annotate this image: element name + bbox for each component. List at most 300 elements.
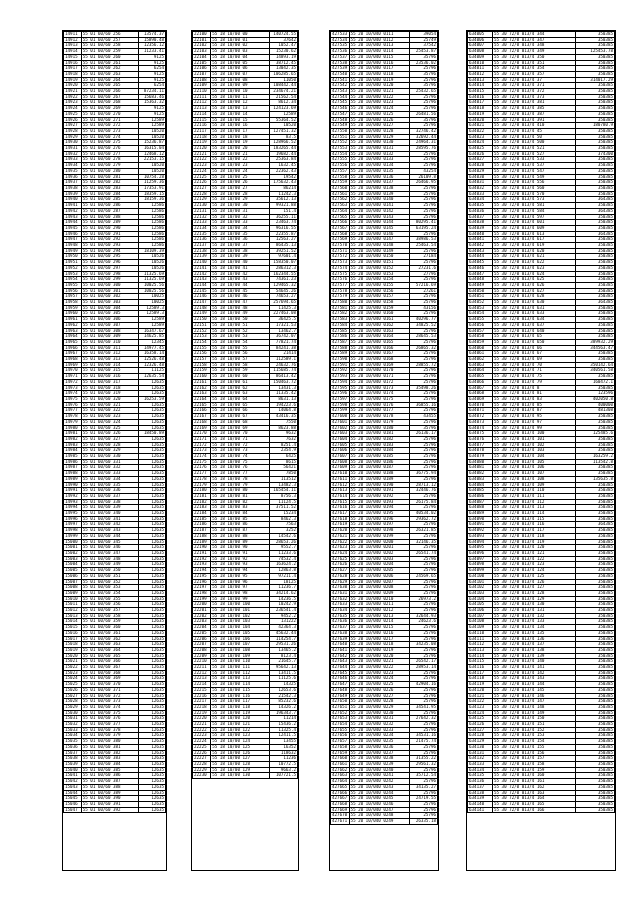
row-id-cell: 15014 [64, 619, 82, 625]
amount-cell: 12635 [138, 402, 165, 408]
row-id-cell: 15020 [64, 653, 82, 659]
row-id-cell: 634030 [468, 174, 493, 180]
row-id-cell: 634041 [468, 237, 493, 243]
code-cell: 55 01 60/60 285 [81, 197, 138, 203]
amount-cell: 12589 [138, 123, 165, 129]
amount-cell: 6254 [138, 83, 165, 89]
code-cell: 55 30 72/0 013/4 166 [492, 807, 575, 813]
code-cell: 55 01 60/60 294 [81, 248, 138, 254]
code-cell: 55 20 10/040 0148 [349, 243, 409, 249]
amount-cell: 25796 [409, 163, 437, 169]
row-id-cell: 634069 [468, 397, 493, 403]
code-cell: 55 30 72/0 013/4 385 [492, 106, 575, 112]
code-cell: 55 30 72/0 013/4 8 [492, 385, 575, 391]
amount-cell: 12635 [138, 414, 165, 420]
code-cell: 55 01 60/60 334 [81, 476, 138, 482]
amount-cell: 25796 [409, 676, 437, 682]
row-id-cell: 427657 [332, 738, 348, 744]
code-cell: 55 30 72/0 013/4 626 [492, 282, 575, 288]
amount-cell: 14893.19 [270, 54, 298, 60]
code-cell: 55 18 10/00 36 [211, 237, 270, 243]
amount-cell: 350385 [576, 585, 615, 591]
row-id-cell: 427629 [332, 579, 348, 584]
row-id-cell: 634096 [468, 550, 493, 556]
row-id-cell: 22149 [193, 311, 211, 317]
code-cell: 55 20 10/040 0195 [349, 511, 409, 517]
row-id-cell: 22103 [193, 49, 211, 55]
amount-cell: 26542.17 [409, 659, 437, 665]
code-cell: 55 18 10/00 83 [211, 505, 270, 511]
row-id-cell: 427589 [332, 350, 348, 356]
amount-cell: 19542 [270, 174, 298, 180]
row-id-cell: 22168 [193, 419, 211, 425]
row-id-cell: 634009 [468, 54, 493, 60]
row-id-cell: 22210 [193, 659, 211, 665]
code-cell: 55 20 10/040 0135 [349, 168, 409, 174]
row-id-cell: 14944 [64, 220, 82, 226]
amount-cell: 350385 [576, 254, 615, 260]
row-id-cell: 15028 [64, 699, 82, 705]
row-id-cell: 634126 [468, 722, 493, 728]
amount-cell: 118632 [270, 750, 298, 756]
row-id-cell: 22158 [193, 362, 211, 368]
code-cell: 55 30 72/0 013/4 157 [492, 756, 575, 762]
amount-cell: 24569.65 [409, 573, 437, 579]
code-cell: 55 18 10/00 30 [211, 203, 270, 209]
amount-cell: 350385 [576, 282, 615, 288]
code-cell: 55 30 72/0 013/4 371 [492, 83, 575, 89]
amount-cell: 16315.04 [138, 146, 165, 152]
code-cell: 55 20 10/040 0204 [349, 562, 409, 568]
row-id-cell: 15007 [64, 579, 82, 585]
table-row [331, 499, 438, 505]
amount-cell: 350385 [576, 556, 615, 562]
code-cell: 55 30 72/0 013/4 103 [492, 448, 575, 454]
code-cell: 55 18 10/00 26 [211, 180, 270, 186]
amount-cell: 350385 [576, 174, 615, 180]
amount-cell: 36742.07 [270, 334, 298, 340]
row-id-cell: 14964 [64, 334, 82, 340]
row-id-cell: 634084 [468, 482, 493, 488]
code-cell: 55 20 10/040 0183 [349, 442, 409, 448]
amount-cell: 25796 [409, 448, 437, 454]
row-id-cell: 634099 [468, 568, 493, 574]
code-cell: 55 01 60/60 309 [81, 334, 138, 340]
code-cell: 55 01 60/60 332 [81, 465, 138, 471]
code-cell: 55 01 60/60 321 [81, 402, 138, 408]
code-cell: 55 01 60/60 355 [81, 596, 138, 602]
row-id-cell: 427583 [332, 316, 348, 322]
row-id-cell: 22110 [193, 89, 211, 95]
code-cell: 55 18 10/00 96 [211, 579, 270, 585]
row-id-cell: 22135 [193, 231, 211, 237]
code-cell: 55 01 60/60 284 [81, 191, 138, 197]
data-table [467, 31, 615, 813]
row-id-cell: 14955 [64, 282, 82, 288]
row-id-cell: 14994 [64, 505, 82, 511]
row-id-cell: 427533 [332, 31, 348, 36]
row-id-cell: 22162 [193, 385, 211, 391]
code-cell: 55 01 60/60 300 [81, 282, 138, 288]
table-row [331, 704, 438, 710]
table-row [331, 431, 438, 437]
table-row [331, 756, 438, 762]
row-id-cell: 22214 [193, 682, 211, 688]
code-cell: 55 01 60/60 302 [81, 294, 138, 300]
row-id-cell: 427540 [332, 71, 348, 76]
amount-cell: 34135.27 [409, 784, 437, 790]
row-id-cell: 634033 [468, 191, 493, 197]
code-cell: 55 30 72/0 013/4 628 [492, 294, 575, 300]
code-cell: 55 30 72/0 013/4 67 [492, 351, 575, 357]
amount-cell: 114254.7 [270, 636, 298, 642]
code-cell: 55 18 10/00 91 [211, 550, 270, 556]
row-id-cell: 22179 [193, 482, 211, 488]
amount-cell: 15363.32 [138, 100, 165, 106]
row-id-cell: 22204 [193, 625, 211, 631]
row-id-cell: 427635 [332, 613, 348, 618]
row-id-cell: 427575 [332, 271, 348, 276]
code-cell: 55 18 10/00 25 [211, 174, 270, 180]
code-cell: 55 30 72/0 013/4 133 [492, 619, 575, 625]
amount-cell: 35796 [409, 71, 437, 77]
amount-cell: 113542.8 [576, 459, 615, 465]
amount-cell: 26321.85 [409, 528, 437, 534]
amount-cell: 12589 [270, 111, 298, 117]
row-id-cell: 22108 [193, 77, 211, 83]
amount-cell: 23536.02 [409, 60, 437, 66]
amount-cell: 25796 [409, 157, 437, 163]
row-id-cell: 22131 [193, 208, 211, 214]
amount-cell: 12635 [138, 596, 165, 602]
code-cell: 55 30 72/0 013/4 132 [492, 613, 575, 619]
code-cell: 55 30 72/0 013/4 107 [492, 471, 575, 477]
row-id-cell: 14987 [64, 465, 82, 471]
code-cell: 55 01 60/60 287 [81, 208, 138, 214]
row-id-cell: 634040 [468, 231, 493, 237]
amount-cell: 163259.2 [576, 454, 615, 460]
row-id-cell: 15037 [64, 750, 82, 756]
amount-cell: 12635 [138, 516, 165, 522]
code-cell: 55 20 10/040 0124 [349, 106, 409, 112]
amount-cell: 45632.44 [270, 630, 298, 636]
amount-cell: 11242.3 [270, 191, 298, 197]
amount-cell: 194223.6 [270, 402, 298, 408]
row-id-cell: 634077 [468, 442, 493, 448]
code-cell: 55 20 10/040 0222 [349, 665, 409, 671]
amount-cell: 12635 [138, 767, 165, 773]
code-cell: 55 18 10/00 68 [211, 419, 270, 425]
row-id-cell: 634039 [468, 225, 493, 231]
code-cell: 55 20 10/040 0216 [349, 630, 409, 636]
amount-cell: 350385 [576, 528, 615, 534]
row-id-cell: 22225 [193, 744, 211, 750]
code-cell: 55 01 60/60 339 [81, 505, 138, 511]
row-id-cell: 427669 [332, 807, 348, 812]
amount-cell: 183265.44 [270, 146, 298, 152]
row-id-cell: 427638 [332, 630, 348, 635]
table-row [331, 511, 438, 517]
row-id-cell: 634128 [468, 733, 493, 739]
amount-cell: 350385 [576, 767, 615, 773]
code-cell: 55 20 10/040 0113 [349, 43, 409, 49]
code-cell: 55 18 10/00 71 [211, 436, 270, 442]
row-id-cell: 427661 [332, 761, 348, 766]
code-cell: 55 30 72/0 013/4 349 [492, 49, 575, 55]
code-cell: 55 18 10/00 12 [211, 100, 270, 106]
amount-cell: 350385 [576, 66, 615, 72]
row-id-cell: 14977 [64, 408, 82, 414]
row-id-cell: 14979 [64, 419, 82, 425]
code-cell: 55 18 10/00 89 [211, 539, 270, 545]
amount-cell: 12635 [138, 653, 165, 659]
row-id-cell: 427641 [332, 647, 348, 652]
code-cell: 55 18 10/00 85 [211, 516, 270, 522]
amount-cell: 25796 [409, 790, 437, 796]
amount-cell: 350385 [576, 784, 615, 790]
code-cell: 55 01 60/60 387 [81, 779, 138, 785]
code-cell: 55 01 60/60 306 [81, 317, 138, 323]
code-cell: 55 01 60/60 325 [81, 425, 138, 431]
table-row [331, 796, 438, 802]
amount-cell: 74653.27 [270, 294, 298, 300]
row-id-cell: 14956 [64, 288, 82, 294]
code-cell: 55 01 60/60 327 [81, 436, 138, 442]
code-cell: 55 20 10/040 0192 [349, 493, 409, 499]
row-id-cell: 22142 [193, 271, 211, 277]
row-id-cell: 22191 [193, 550, 211, 556]
row-id-cell: 14913 [64, 43, 82, 49]
code-cell: 55 20 10/040 0198 [349, 528, 409, 534]
row-id-cell: 14984 [64, 448, 82, 454]
row-id-cell: 634113 [468, 647, 493, 653]
amount-cell: 34825.52 [409, 322, 437, 328]
amount-cell: 25453.87 [409, 49, 437, 55]
row-id-cell: 22164 [193, 397, 211, 403]
row-id-cell: 15008 [64, 585, 82, 591]
row-id-cell: 22171 [193, 436, 211, 442]
amount-cell: 12635 [138, 733, 165, 739]
row-id-cell: 427670 [332, 812, 348, 818]
row-id-cell: 634104 [468, 596, 493, 602]
code-cell: 55 18 10/00 60 [211, 374, 270, 380]
code-cell: 55 20 10/040 0182 [349, 436, 409, 442]
amount-cell: 22153.15 [138, 157, 165, 163]
amount-cell: 350385 [576, 305, 615, 311]
amount-cell: 257694.65 [270, 300, 298, 306]
code-cell: 55 20 10/040 0128 [349, 128, 409, 134]
code-cell: 55 20 10/040 0143 [349, 214, 409, 220]
row-id-cell: 427590 [332, 356, 348, 362]
amount-cell: 350385 [576, 568, 615, 574]
code-cell: 55 30 72/0 013/4 87 [492, 408, 575, 414]
code-cell: 55 20 10/040 0213 [349, 613, 409, 619]
row-id-cell: 14914 [64, 49, 82, 55]
row-id-cell: 427618 [332, 516, 348, 521]
code-cell: 55 30 72/0 013/4 121 [492, 550, 575, 556]
amount-cell: 11325.69 [138, 271, 165, 277]
amount-cell: 40534.02 [409, 511, 437, 517]
row-id-cell: 427640 [332, 641, 348, 647]
row-id-cell: 14936 [64, 174, 82, 180]
row-id-cell: 634005 [468, 32, 493, 38]
code-cell: 55 30 72/0 013/4 144 [492, 682, 575, 688]
code-cell: 55 30 72/0 013/4 163 [492, 790, 575, 796]
amount-cell: 12586 [138, 231, 165, 237]
row-id-cell: 22197 [193, 585, 211, 591]
code-cell: 55 18 10/00 43 [211, 277, 270, 283]
row-id-cell: 427596 [332, 390, 348, 396]
code-cell: 55 18 10/00 112 [211, 670, 270, 676]
code-cell: 55 01 60/60 299 [81, 277, 138, 283]
amount-cell: 25796 [409, 459, 437, 465]
table-row [331, 762, 438, 768]
code-cell: 55 01 60/60 264 [81, 77, 138, 83]
amount-cell: 12635 [138, 619, 165, 625]
code-cell: 55 18 10/00 101 [211, 608, 270, 614]
amount-cell: 12586 [138, 203, 165, 209]
code-cell: 55 30 72/0 013/4 108 [492, 476, 575, 482]
amount-cell: 25796 [409, 419, 437, 425]
code-cell: 55 30 72/0 013/4 630 [492, 300, 575, 306]
code-cell: 55 30 72/0 013/4 102 [492, 442, 575, 448]
code-cell: 55 18 10/00 28 [211, 191, 270, 197]
code-cell: 55 01 60/60 281 [81, 174, 138, 180]
code-cell: 55 18 10/00 92 [211, 556, 270, 562]
amount-cell: 162344.55 [270, 271, 298, 277]
code-cell: 55 20 10/040 0146 [349, 231, 409, 237]
amount-cell: 350385 [576, 328, 615, 334]
amount-cell: 17321.53 [270, 322, 298, 328]
code-cell: 55 30 72/0 013/4 129 [492, 596, 575, 602]
row-id-cell: 634017 [468, 100, 493, 106]
code-cell: 55 30 72/0 013/4 99 [492, 425, 575, 431]
code-cell: 55 30 72/0 013/4 81 [492, 391, 575, 397]
row-id-cell: 15039 [64, 762, 82, 768]
amount-cell: 12586 [138, 225, 165, 231]
amount-cell: 12635 [138, 704, 165, 710]
amount-cell: 21414 [270, 351, 298, 357]
code-cell: 55 18 10/00 65 [211, 402, 270, 408]
amount-cell: 12635 [138, 528, 165, 534]
code-cell: 55 18 10/00 02 [211, 43, 270, 49]
amount-cell: 12586 [138, 220, 165, 226]
amount-cell: 25796 [409, 94, 437, 100]
row-id-cell: 22174 [193, 454, 211, 460]
amount-cell: 350385 [576, 442, 615, 448]
row-id-cell: 634101 [468, 579, 493, 585]
amount-cell: 32692.44 [409, 134, 437, 140]
amount-cell: 14977.45 [138, 345, 165, 351]
row-id-cell: 634011 [468, 66, 493, 72]
table-row [331, 362, 438, 368]
amount-cell: 12635 [138, 425, 165, 431]
code-cell: 55 20 10/040 0237 [349, 750, 409, 756]
amount-cell: 12635 [138, 408, 165, 414]
row-id-cell: 14926 [64, 117, 82, 123]
row-id-cell: 22128 [193, 191, 211, 197]
amount-cell: 25796 [409, 357, 437, 363]
amount-cell: 10520 [138, 128, 165, 134]
code-cell: 55 01 60/60 363 [81, 642, 138, 648]
row-id-cell: 22202 [193, 613, 211, 619]
code-cell: 55 20 10/040 0116 [349, 60, 409, 66]
amount-cell: 12635 [138, 665, 165, 671]
code-cell: 55 30 72/0 013/4 391 [492, 117, 575, 123]
code-cell: 55 01 60/60 314 [81, 362, 138, 368]
row-id-cell: 22130 [193, 203, 211, 209]
amount-cell: 11125 [138, 368, 165, 374]
amount-cell: 12635 [138, 539, 165, 545]
row-id-cell: 427567 [332, 225, 348, 230]
code-cell: 55 20 10/040 0194 [349, 505, 409, 511]
row-id-cell: 427539 [332, 65, 348, 71]
row-id-cell: 15004 [64, 562, 82, 568]
code-cell: 55 20 10/040 0120 [349, 83, 409, 89]
row-id-cell: 15043 [64, 784, 82, 790]
row-id-cell: 14985 [64, 454, 82, 460]
code-cell: 55 20 10/040 0205 [349, 568, 409, 574]
row-id-cell: 427636 [332, 618, 348, 624]
amount-cell: 96316.55 [270, 225, 298, 231]
amount-cell: 25796 [409, 545, 437, 551]
code-cell: 55 18 10/00 109 [211, 653, 270, 659]
amount-cell: 12635 [138, 556, 165, 562]
code-cell: 55 01 60/60 317 [81, 379, 138, 385]
row-id-cell: 427557 [332, 168, 348, 173]
amount-cell: 12635 [138, 807, 165, 813]
amount-cell: 350385 [576, 625, 615, 631]
row-id-cell: 427615 [332, 499, 348, 504]
row-id-cell: 427619 [332, 521, 348, 527]
amount-cell: 25796 [409, 208, 437, 214]
amount-cell: 12589.3 [138, 311, 165, 317]
row-id-cell: 14970 [64, 368, 82, 374]
code-cell: 55 01 60/60 261 [81, 60, 138, 66]
amount-cell: 8756.3 [270, 493, 298, 499]
code-cell: 55 30 72/0 013/4 125 [492, 573, 575, 579]
row-id-cell: 427613 [332, 487, 348, 493]
code-cell: 55 20 10/040 0186 [349, 459, 409, 465]
code-cell: 55 30 72/0 013/4 45 [492, 128, 575, 134]
amount-cell: 25796 [409, 106, 437, 112]
amount-cell: 38986.53 [409, 237, 437, 243]
row-id-cell: 427602 [332, 425, 348, 430]
amount-cell: 350385 [576, 168, 615, 174]
row-id-cell: 634021 [468, 123, 493, 129]
code-cell: 55 01 60/60 376 [81, 716, 138, 722]
row-id-cell: 22101 [193, 37, 211, 43]
code-cell: 55 20 10/040 0175 [349, 397, 409, 403]
row-id-cell: 427621 [332, 533, 348, 538]
code-cell: 55 18 10/00 88 [211, 533, 270, 539]
code-cell: 55 20 10/040 0197 [349, 522, 409, 528]
amount-cell: 127451.32 [270, 128, 298, 134]
amount-cell: 12635 [138, 465, 165, 471]
row-id-cell: 15018 [64, 642, 82, 648]
code-cell: 55 18 10/00 55 [211, 345, 270, 351]
row-id-cell: 634133 [468, 762, 493, 768]
code-cell: 55 30 72/0 013/4 131 [492, 608, 575, 614]
code-cell: 55 20 10/040 0174 [349, 391, 409, 397]
amount-cell: 350385 [576, 94, 615, 100]
amount-cell: 25463.54 [409, 243, 437, 249]
amount-cell: 125453.78 [576, 49, 615, 55]
row-id-cell: 427558 [332, 174, 348, 179]
row-id-cell: 427612 [332, 482, 348, 487]
amount-cell: 12635 [138, 511, 165, 517]
row-id-cell: 427537 [332, 54, 348, 59]
